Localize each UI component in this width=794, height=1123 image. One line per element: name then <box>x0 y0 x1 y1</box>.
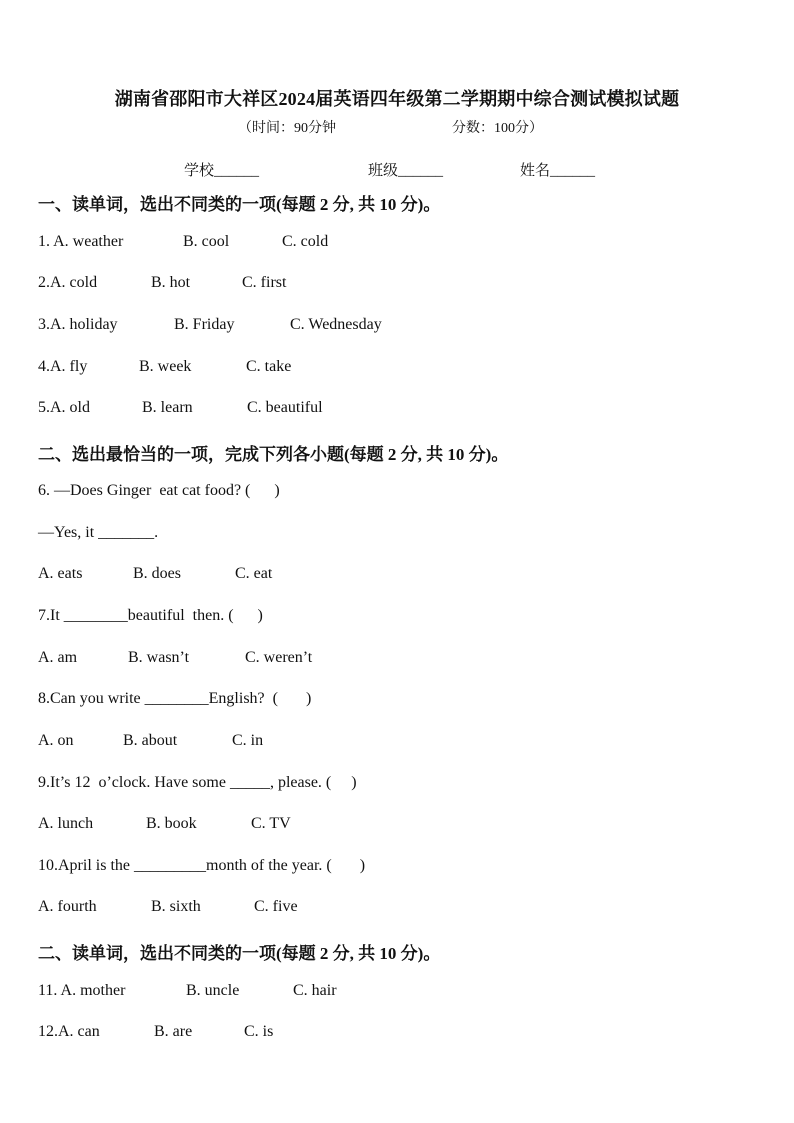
section3-heading: 二、读单词，选出不同类的一项(每题 2 分, 共 10 分)。 <box>38 944 441 963</box>
question-11-option-a: 11. A. mother <box>38 982 126 999</box>
class-field: 班级______ <box>368 163 444 179</box>
question-6-option-a: A. eats <box>38 565 83 582</box>
question-10-option-b: B. sixth <box>151 898 201 915</box>
question-10-option-a: A. fourth <box>38 898 97 915</box>
question-6-response: —Yes, it _______. <box>38 524 159 541</box>
question-8-option-b: B. about <box>123 732 178 749</box>
question-11-option-b: B. uncle <box>186 982 240 999</box>
question-9-option-b: B. book <box>146 815 197 832</box>
question-4-option-c: C. take <box>246 358 292 375</box>
question-1-option-a: 1. A. weather <box>38 233 124 250</box>
question-2-option-a: 2.A. cold <box>38 274 98 291</box>
question-4-option-b: B. week <box>139 358 192 375</box>
question-6-option-b: B. does <box>133 565 181 582</box>
question-3-option-c: C. Wednesday <box>290 316 382 333</box>
question-3-option-b: B. Friday <box>174 316 235 333</box>
question-9-option-c: C. TV <box>251 815 291 832</box>
question-12-option-c: C. is <box>244 1023 274 1040</box>
question-1-option-b: B. cool <box>183 233 230 250</box>
question-6-option-c: C. eat <box>235 565 273 582</box>
question-10-stem: 10.April is the _________month of the year. ( ) <box>38 857 366 874</box>
section2-heading: 二、选出最恰当的一项，完成下列各小题(每题 2 分, 共 10 分)。 <box>38 445 509 464</box>
question-2-option-b: B. hot <box>151 274 191 291</box>
question-11-option-c: C. hair <box>293 982 337 999</box>
question-8-option-c: C. in <box>232 732 264 749</box>
exam-title: 湖南省邵阳市大祥区2024届英语四年级第二学期期中综合测试模拟试题 <box>114 89 680 109</box>
question-6-stem: 6. —Does Ginger eat cat food? ( ) <box>38 482 280 499</box>
question-10-option-c: C. five <box>254 898 298 915</box>
exam-time: （时间：90分钟 <box>238 121 336 136</box>
question-1-option-c: C. cold <box>282 233 329 250</box>
school-field: 学校______ <box>184 163 260 179</box>
question-5-option-c: C. beautiful <box>247 399 323 416</box>
question-3-option-a: 3.A. holiday <box>38 316 118 333</box>
question-2-option-c: C. first <box>242 274 287 291</box>
question-8-option-a: A. on <box>38 732 74 749</box>
exam-score: 分数：100分） <box>452 121 543 136</box>
question-4-option-a: 4.A. fly <box>38 358 88 375</box>
question-5-option-a: 5.A. old <box>38 399 90 416</box>
name-field: 姓名______ <box>520 163 596 179</box>
question-7-option-c: C. weren’t <box>245 649 313 666</box>
question-12-option-a: 12.A. can <box>38 1023 100 1040</box>
question-7-option-a: A. am <box>38 649 78 666</box>
question-5-option-b: B. learn <box>142 399 193 416</box>
question-9-stem: 9.It’s 12 o’clock. Have some _____, please. ( ) <box>38 774 357 791</box>
question-9-option-a: A. lunch <box>38 815 94 832</box>
question-7-stem: 7.It ________beautiful then. ( ) <box>38 607 263 624</box>
section1-heading: 一、读单词，选出不同类的一项(每题 2 分, 共 10 分)。 <box>38 195 441 214</box>
question-12-option-b: B. are <box>154 1023 193 1040</box>
question-7-option-b: B. wasn’t <box>128 649 190 666</box>
question-8-stem: 8.Can you write ________English? ( ) <box>38 690 312 707</box>
